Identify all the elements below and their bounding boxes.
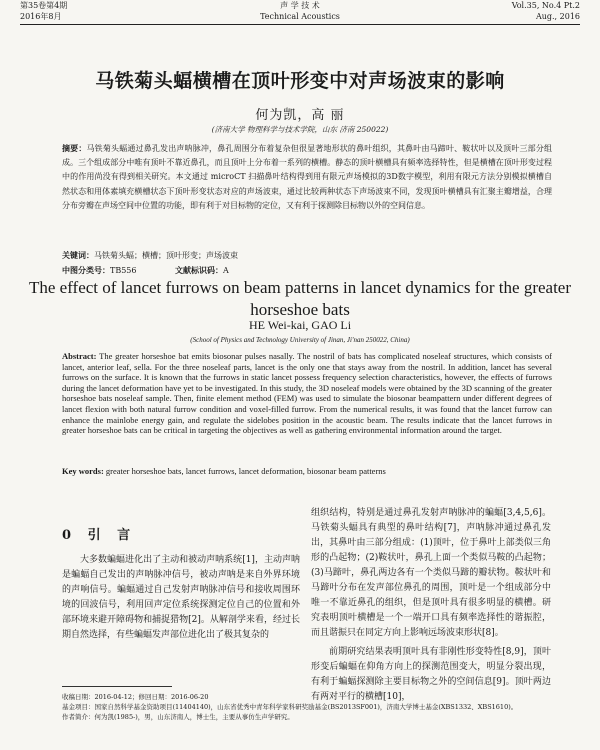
keywords-en-text: greater horseshoe bats, lancet furrows, lancet deformation, biosonar beam patterns	[105, 466, 386, 476]
abstract-cn	[62, 141, 552, 213]
keywords-cn	[62, 250, 552, 261]
keywords-en	[62, 466, 552, 476]
intro-paragraph-1: 大多数蝙蝠进化出了主动和被动声呐系统[1]，主动声呐是蝙蝠自己发出的声呐脉冲信号，被动声呐是来自外界环境的声响信号。蝙蝠通过自己发射声呐脉冲信号和接收周围环境的回波信号，利用回声定位系统探测定位自己的位置和外部环境来避开障碍物和捕捉猎物[2]。从解剖学来看，经过长期自然选择，有些蝙蝠发声部位进化出了极其复杂的	[62, 555, 300, 640]
body-column-left	[62, 524, 300, 643]
footnote-fund: 基金项目：国家自然科学基金资助项目(11404140)，山东省优秀中青年科学家科研奖励基金(BS2013SF001)，济南大学博士基金(XBS1332、XBS1610)。	[62, 703, 518, 711]
running-head-center	[20, 0, 580, 22]
abstract-en-text: The greater horseshoe bat emits biosonar pulses nasally. The nostril of bats has complicated noseleaf structures, which consists of lancet, anterior leaf, sella. For the three noseleaf parts, lancet is the only one that stays away from the nostril. In addition, lancet has several furrows on the surface. It is known that the furrows in static lancet possess frequency selection characteristics, however, the effects of furrows during the lancet deformation have yet to be investigated. In this study, the 3D noseleaf models were obtained by the 3D scanning of the greater horseshoe bats noseleaf sample. Then, finite element method (FEM) was used to simulate the biosonar beampattern under different degrees of lancet flexion with both natural furrow condition and voxel-filled furrow. From the numerical results, it was found that the lancet furrow can enhance the mainlobe energy gain, and regulate the sidelobes position in the acoustic beam. The results indicate that the lancet furrows in greater horseshoe bats can be critical in targeting the objectives as well as gathering environmental information around the target.	[62, 351, 552, 436]
title-en: The effect of lancet furrows on beam patterns in lancet dynamics for the greater horseshoe bats	[28, 278, 572, 319]
clc-label: 中图分类号：	[62, 265, 110, 275]
volume-cn: 第35卷第4期	[20, 1, 68, 10]
title-cn: 马铁菊头蝠横槽在顶叶形变中对声场波束的影响	[95, 70, 505, 92]
running-head-right	[512, 0, 580, 22]
classification-row	[62, 265, 552, 276]
affiliation-en: (School of Physics and Technology University of Jinan, Ji'nan 250022, China)	[190, 336, 410, 344]
clc-value: TB556	[110, 266, 137, 275]
authors-en: HE Wei-kai, GAO Li	[248, 318, 352, 332]
doc-code-value: A	[223, 266, 229, 275]
abstract-en-label: Abstract:	[62, 351, 97, 361]
footnote	[62, 692, 518, 722]
abstract-cn-text: 马铁菊头蝠通过鼻孔发出声呐脉冲，鼻孔周围分布着复杂但很显著地形状的鼻叶组织，其鼻叶由马蹄叶、鞍状叶以及顶叶三部分组成。三个组成部分中唯有顶叶不靠近鼻孔，而且顶叶上分布着一系列的横槽。静态的顶叶横槽具有频率选择特性，但是横槽在顶叶形变过程中的作用尚没有得到相关研究。本文通过 microCT 扫描鼻叶结构得到用有限元声场模拟的3D数字模型，利用有限元方法分别模拟横槽自然状态和用体素填充横槽状态下顶叶形变状态对应的声场波束，通过比较两种状态下声场波束不同，发现顶叶横槽具有汇聚主瓣增益，合理分布旁瓣在声场空间中位置的功能，即有利于对目标物的定位，又有利于探测除目标物以外的空间信息。	[62, 144, 553, 210]
date-en: Aug., 2016	[535, 12, 580, 21]
date-cn: 2016年8月	[20, 12, 62, 21]
intro-paragraph-1-cont: 组织结构，特别是通过鼻孔发射声呐脉冲的蝙蝠[3,4,5,6]。马铁菊头蝠具有典型的鼻叶结构[7]，声呐脉冲通过鼻孔发出，其鼻叶由三部分组成：(1)顶叶，位于鼻叶上部类似三角形的凸起物；(2)鞍状叶，鼻孔上面一个类似马鞍的凸起物；(3)马蹄叶，鼻孔两边各有一个类似马蹄的瓣状物。鞍状叶和马蹄叶分布在发声部位鼻孔的周围，顶叶是一个组成部分中唯一不靠近鼻孔的组织，但是顶叶具有很多明显的横槽。研究表明顶叶横槽是一个一端开口具有频率选择性的谐振腔，而且谐振只在同定方向上影响远场波束形状[8]。	[311, 508, 551, 638]
doc-code-label: 文献标识码：	[175, 265, 224, 275]
running-head	[20, 0, 580, 25]
journal-name-en: Technical Acoustics	[260, 12, 340, 21]
abstract-cn-label: 摘要：	[62, 143, 87, 153]
keywords-en-label: Key words:	[62, 466, 104, 476]
footnote-author: 作者简介：何为凯(1985-)，男，山东济南人，博士生，主要从事仿生声学研究。	[62, 713, 294, 721]
footnote-received: 收稿日期：2016-04-12；修回日期：2016-06-20	[62, 693, 209, 701]
document-code	[175, 266, 247, 275]
journal-name-cn: 声 学 技 术	[280, 1, 320, 10]
intro-paragraph-2: 前期研究结果表明顶叶具有非刚性形变特性[8,9]，顶叶形变后蝙蝠在仰角方向上的探测范围变大，明显分裂出现，有利于蝙蝠探测除主要目标物之外的空间信息[9]。顶叶两边有两对平行的横槽[10]，	[311, 647, 551, 702]
authors-cn: 何为凯，高 丽	[255, 108, 345, 123]
volume-en: Vol.35, No.4 Pt.2	[511, 1, 580, 10]
keywords-cn-label: 关键词：	[62, 250, 94, 260]
body-column-right	[311, 506, 551, 705]
section-heading: 0 引 言	[62, 528, 137, 543]
abstract-en	[62, 351, 552, 436]
affiliation-cn: (济南大学 物理科学与技术学院，山东 济南 250022)	[211, 125, 389, 134]
keywords-cn-text: 马铁菊头蝠；横槽；顶叶形变；声场波束	[94, 251, 238, 260]
footnote-divider	[62, 686, 172, 687]
clc-number	[62, 266, 154, 275]
